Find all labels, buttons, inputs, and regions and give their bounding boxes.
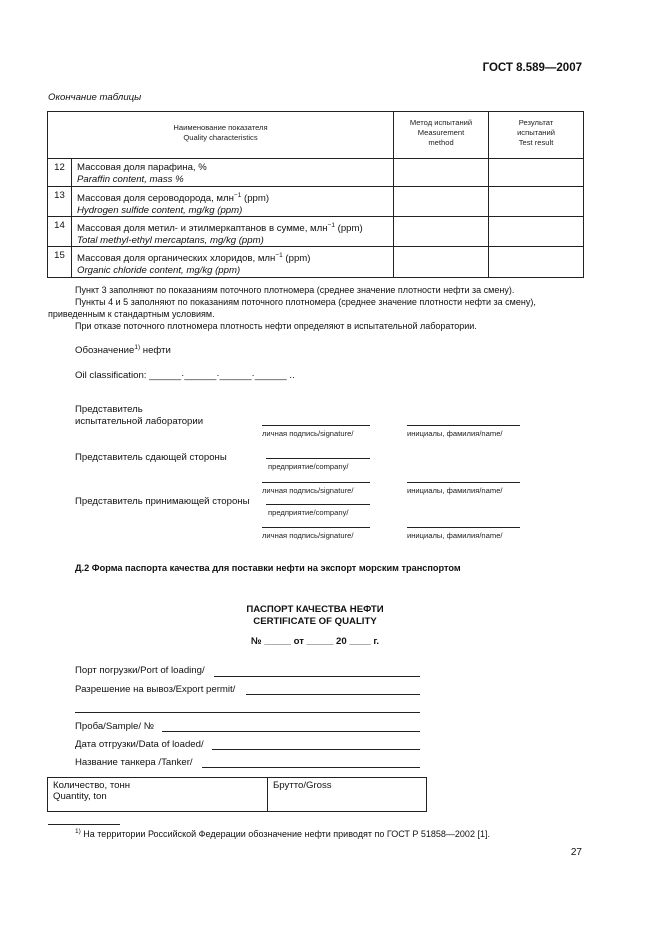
row-characteristic: Массовая доля парафина, % Paraffin content, mass % [72,159,394,187]
lab-signature-line[interactable] [262,425,370,426]
company-caption: предприятие/company/ [268,462,349,471]
signature-caption: личная подпись/signature/ [262,486,354,495]
initials-caption: инициалы, фамилия/name/ [407,486,503,495]
row-result-cell[interactable] [489,187,584,217]
sample-number-field[interactable] [162,731,420,732]
receiver-name-line[interactable] [407,527,520,528]
note-1: Пункт 3 заполняют по показаниям поточного плотномера (среднее значение плотности нефти за смену). [75,285,515,295]
table-header-row [48,112,584,159]
header-quality-characteristics: Наименование показателя Quality characteristics [48,112,394,159]
passport-number-line: № _____ от _____ 20 ____ г. [250,636,380,647]
loading-date-field[interactable] [212,749,420,750]
footnote-separator [48,824,120,825]
row-method-cell[interactable] [394,217,489,247]
export-permit-field-continued[interactable] [75,712,420,713]
document-code: ГОСТ 8.589—2007 [482,62,582,74]
receiver-signature-line[interactable] [262,527,370,528]
row-method-cell[interactable] [394,187,489,217]
export-permit-field[interactable] [246,694,420,695]
signature-caption: личная подпись/signature/ [262,531,354,540]
lab-representative-label: Представитель [75,404,143,415]
row-result-cell[interactable] [489,159,584,187]
row-result-cell[interactable] [489,247,584,277]
port-of-loading-label: Порт погрузки/Port of loading/ [75,665,205,676]
receiver-representative-label: Представитель принимающей стороны [75,496,250,507]
footnote: $^{1)}$ На территории Российской Федерации обозначение нефти приводят по ГОСТ Р 51858—2002 [1]. [75,828,490,839]
quality-table [47,111,584,278]
quantity-label-cell: Количество, тонн Quantity, ton [48,778,268,812]
port-of-loading-field[interactable] [214,676,420,677]
supplier-company-line[interactable] [266,458,370,459]
page-number: 27 [570,847,582,858]
export-permit-label: Разрешение на вывоз/Export permit/ [75,684,236,695]
initials-caption: инициалы, фамилия/name/ [407,531,503,540]
supplier-representative-label: Представитель сдающей стороны [75,452,227,463]
header-test-result: Результат испытаний Test result [489,112,584,159]
oil-designation: Обозначение$^{1)}$ нефти [75,344,171,357]
supplier-signature-line[interactable] [262,482,370,483]
quantity-table [47,777,427,812]
tanker-name-field[interactable] [202,767,420,768]
row-number: 13 [48,187,72,217]
gross-cell[interactable]: Брутто/Gross [268,778,427,812]
row-characteristic: Массовая доля сероводорода, млн$^{-1}$ (ppm) Hydrogen sulfide content, mg/kg (ppm) [72,187,394,217]
table-row [48,159,584,187]
section-title: Д.2 Форма паспорта качества для поставки нефти на экспорт морским транспортом [75,563,461,573]
lab-name-line[interactable] [407,425,520,426]
note-3: При отказе поточного плотномера плотность нефти определяют в испытательной лаборатории. [75,321,477,331]
passport-title: ПАСПОРТ КАЧЕСТВА НЕФТИ [246,604,384,615]
table-row [48,247,584,277]
note-2-continued: приведенным к стандартным условиям. [48,309,215,319]
note-2: Пункты 4 и 5 заполняют по показаниям поточного плотномера (среднее значение плотности нефти за смену), [75,297,536,307]
sample-number-label: Проба/Sample/ № [75,721,154,732]
row-method-cell[interactable] [394,159,489,187]
oil-classification: Oil classification: ______·______·______·______ .. [75,370,295,381]
row-number: 12 [48,159,72,187]
supplier-name-line[interactable] [407,482,520,483]
table-row [48,187,584,217]
loading-date-label: Дата отгрузки/Data of loaded/ [75,739,204,750]
row-characteristic: Массовая доля метил- и этилмеркаптанов в сумме, млн$^{-1}$ (ppm) Total methyl-ethyl mercaptans, mg/kg (ppm) [72,217,394,247]
signature-caption: личная подпись/signature/ [262,429,354,438]
table-caption: Окончание таблицы [48,92,142,103]
tanker-name-label: Название танкера /Tanker/ [75,757,193,768]
row-number: 14 [48,217,72,247]
initials-caption: инициалы, фамилия/name/ [407,429,503,438]
lab-representative-label-2: испытательной лаборатории [75,416,204,427]
row-result-cell[interactable] [489,217,584,247]
row-method-cell[interactable] [394,247,489,277]
quantity-row [48,778,427,812]
receiver-company-line[interactable] [266,504,370,505]
passport-title-en: CERTIFICATE OF QUALITY [253,616,377,627]
row-number: 15 [48,247,72,277]
company-caption: предприятие/company/ [268,508,349,517]
row-characteristic: Массовая доля органических хлоридов, млн$^{-1}$ (ppm) Organic chloride content, mg/kg (ppm) [72,247,394,277]
header-measurement-method: Метод испытаний Measurement method [394,112,489,159]
table-row [48,217,584,247]
